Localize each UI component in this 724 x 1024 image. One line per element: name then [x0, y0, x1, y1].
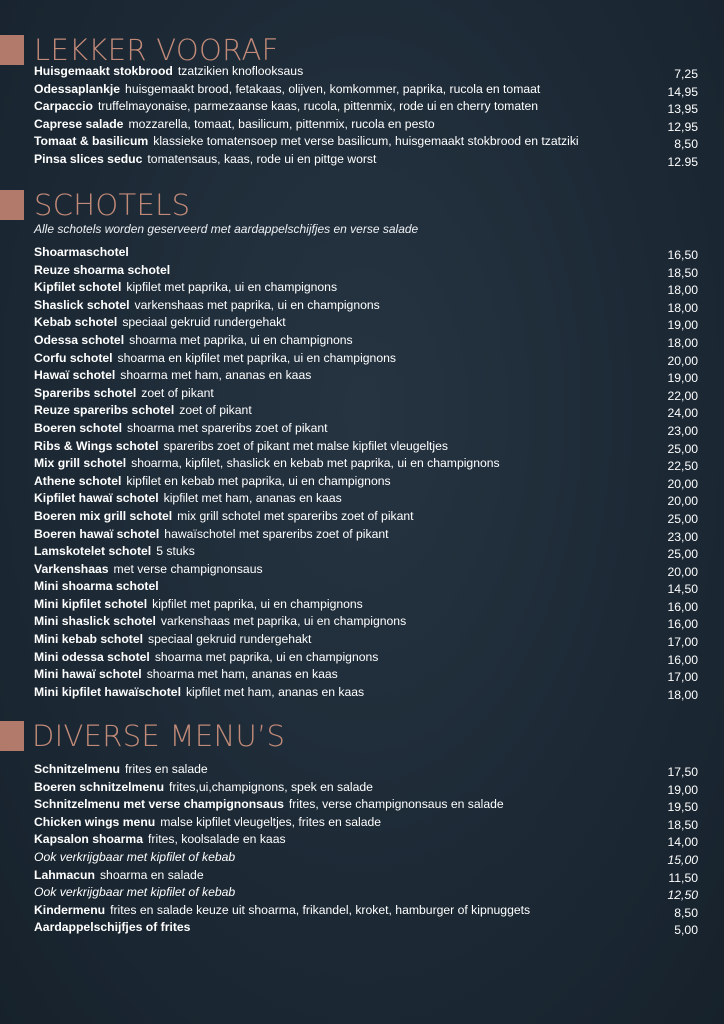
item-description: varkenshaas met paprika, ui en champignons	[134, 297, 380, 312]
menu-item	[34, 596, 698, 614]
item-price: 7,25	[674, 67, 698, 81]
section-accent-bar	[0, 190, 24, 220]
menu-item	[34, 902, 698, 920]
menu-item	[34, 116, 698, 134]
item-price: 11,50	[668, 870, 698, 885]
item-description: frites, koolsalade en kaas	[148, 832, 286, 847]
menu-list	[34, 244, 698, 701]
menu-item	[34, 297, 698, 315]
item-description: kipfilet met ham, ananas en kaas	[185, 684, 365, 699]
item-price: 5,00	[674, 923, 698, 938]
section-header	[0, 188, 724, 222]
item-name: Ribs & Wings schotel	[34, 438, 159, 453]
item-description: tomatensaus, kaas, rode ui en pittge worst	[147, 151, 377, 166]
menu-list	[34, 761, 698, 937]
menu-item	[34, 98, 698, 116]
item-name: Kipfilet hawaï schotel	[34, 491, 159, 506]
item-name: Reuze shoarma schotel	[34, 262, 171, 277]
item-price: 23,00	[667, 423, 698, 438]
item-description: shoarma met paprika, ui en champignons	[129, 332, 353, 347]
menu-item	[34, 332, 698, 350]
item-description: frites,ui,champignons, spek en salade	[169, 779, 373, 794]
menu-item	[34, 543, 698, 561]
item-price: 13,95	[667, 102, 698, 117]
item-name: Carpaccio	[34, 99, 93, 114]
item-name: Chicken wings menu	[34, 814, 156, 829]
item-name: Kipfilet schotel	[34, 280, 122, 295]
menu-item	[34, 438, 698, 456]
menu-item	[34, 761, 698, 779]
item-price: 17,50	[667, 765, 698, 779]
item-price: 18,00	[667, 335, 698, 350]
item-name: Lahmacun	[34, 867, 95, 882]
section-title: LEKKER VOORAF	[34, 33, 279, 67]
menu-item	[34, 262, 698, 280]
menu-item	[34, 314, 698, 332]
menu-item	[34, 526, 698, 544]
menu-item	[34, 133, 698, 151]
menu-item	[34, 63, 698, 81]
item-description: tzatzikien knoflooksaus	[177, 64, 304, 78]
item-description: shoarma met spareribs zoet of pikant	[127, 420, 328, 435]
item-price: 20,00	[667, 494, 698, 509]
item-price: 16,00	[667, 617, 698, 632]
item-description: mozzarella, tomaat, basilicum, pittenmix, rucola en pesto	[128, 116, 435, 131]
item-price: 16,00	[667, 652, 698, 667]
item-name: Varkenshaas	[34, 561, 109, 576]
item-price: 18,00	[667, 283, 698, 298]
item-name: Reuze spareribs schotel	[34, 403, 175, 418]
item-name: Mini shoarma schotel	[34, 579, 159, 594]
item-description: malse kipfilet vleugeltjes, frites en salade	[160, 814, 382, 829]
section-title: DIVERSE MENU’S	[32, 719, 286, 753]
section-header	[0, 33, 724, 67]
section-accent-bar	[0, 721, 24, 751]
item-description: shoarma met ham, ananas en kaas	[120, 368, 312, 383]
item-description: frites en salade	[125, 762, 208, 776]
item-description: kipfilet en kebab met paprika, ui en champignons	[126, 473, 391, 488]
menu-item	[34, 613, 698, 631]
item-description: klassieke tomatensoep met verse basilicum, huisgemaakt stokbrood en tzatziki	[153, 134, 579, 149]
item-description: spareribs zoet of pikant met malse kipfilet vleugeltjes	[163, 438, 449, 453]
item-name: Aardappelschijfjes of frites	[34, 920, 191, 935]
menu-item	[34, 631, 698, 649]
item-description: shoarma met paprika, ui en champignons	[154, 649, 379, 664]
item-name: Shoarmaschotel	[34, 245, 129, 259]
item-price: 22,00	[667, 388, 698, 403]
menu-item	[34, 684, 698, 702]
item-name: Mini hawaï schotel	[34, 667, 142, 682]
item-name: Athene schotel	[34, 473, 122, 488]
item-price: 19,00	[667, 371, 698, 386]
menu-item	[34, 649, 698, 667]
item-name: Odessaplankje	[34, 81, 121, 96]
menu-item	[34, 779, 698, 797]
item-price: 20,00	[667, 476, 698, 491]
menu-item	[34, 867, 698, 885]
menu-item	[34, 578, 698, 596]
item-price: 15,00	[667, 852, 698, 867]
menu-list	[34, 63, 698, 169]
item-price: 18,00	[667, 300, 698, 315]
menu-item	[34, 402, 698, 420]
item-description: shoarma met ham, ananas en kaas	[146, 667, 338, 682]
item-price: 14,50	[667, 582, 698, 597]
item-name: Mini kipfilet hawaïschotel	[34, 684, 181, 699]
item-price: 20,00	[667, 353, 698, 368]
menu-item	[34, 919, 698, 937]
item-name: Kebab schotel	[34, 315, 118, 330]
item-price: 12,50	[667, 888, 698, 903]
menu-item	[34, 279, 698, 297]
item-price: 19,00	[667, 318, 698, 333]
item-name: Boeren hawaï schotel	[34, 526, 160, 541]
item-price: 20,00	[667, 564, 698, 579]
item-price: 22,50	[667, 459, 698, 474]
item-price: 18,50	[667, 817, 698, 832]
item-price: 8,50	[674, 137, 698, 152]
item-price: 12.95	[667, 154, 698, 169]
item-description: hawaïschotel met spareribs zoet of pikant	[164, 526, 389, 541]
item-name: Odessa schotel	[34, 332, 125, 347]
item-price: 16,00	[667, 599, 698, 614]
item-price: 25,00	[667, 441, 698, 456]
item-description: truffelmayonaise, parmezaanse kaas, rucola, pittenmix, rode ui en cherry tomaten	[97, 99, 539, 114]
section-diverse-menus	[0, 719, 724, 938]
item-description: speciaal gekruid rundergehakt	[122, 315, 286, 330]
item-note: Ook verkrijgbaar met kipfilet of kebab	[34, 885, 236, 900]
item-name: Lamskotelet schotel	[34, 544, 152, 559]
item-name: Schnitzelmenu met verse champignonsaus	[34, 797, 284, 812]
section-header	[0, 719, 724, 753]
item-description: zoet of pikant	[179, 403, 252, 418]
section-lekker-vooraf	[0, 33, 724, 169]
item-price: 18,00	[667, 687, 698, 702]
item-description: 5 stuks	[156, 544, 195, 559]
item-name: Kapsalon shoarma	[34, 832, 144, 847]
item-description: kipfilet met paprika, ui en champignons	[152, 596, 363, 611]
item-price: 16,50	[667, 248, 698, 262]
item-name: Pinsa slices seduc	[34, 151, 143, 166]
menu-item	[34, 831, 698, 849]
item-description: speciaal gekruid rundergehakt	[148, 632, 312, 647]
item-description: met verse champignonsaus	[113, 561, 263, 576]
item-price: 14,95	[667, 84, 698, 99]
item-price: 8,50	[674, 905, 698, 920]
menu-item-note	[34, 849, 698, 867]
item-name: Mini kipfilet schotel	[34, 596, 148, 611]
item-price: 23,00	[667, 529, 698, 544]
item-name: Boeren mix grill schotel	[34, 508, 173, 523]
menu-item	[34, 473, 698, 491]
item-price: 19,00	[667, 782, 698, 797]
item-description: zoet of pikant	[141, 385, 214, 400]
item-description: kipfilet met ham, ananas en kaas	[163, 491, 342, 506]
item-price: 14,00	[667, 835, 698, 850]
item-description: shoarma, kipfilet, shaslick en kebab met paprika, ui en champignons	[131, 456, 500, 471]
menu-item	[34, 385, 698, 403]
menu-item	[34, 350, 698, 368]
section-accent-bar	[0, 35, 24, 65]
item-name: Mini shaslick schotel	[34, 614, 156, 629]
item-description: frites en salade keuze uit shoarma, frikandel, kroket, hamburger of kipnuggets	[110, 902, 531, 917]
item-name: Caprese salade	[34, 116, 124, 131]
item-description: shoarma en salade	[99, 867, 204, 882]
item-name: Spareribs schotel	[34, 385, 137, 400]
item-name: Mini odessa schotel	[34, 649, 150, 664]
item-description: huisgemaakt brood, fetakaas, olijven, komkommer, paprika, rucola en tomaat	[125, 81, 541, 96]
item-price: 25,00	[667, 511, 698, 526]
menu-item	[34, 420, 698, 438]
menu-item	[34, 81, 698, 99]
item-description: shoarma en kipfilet met paprika, ui en champignons	[117, 350, 396, 365]
item-name: Huisgemaakt stokbrood	[34, 64, 173, 78]
menu-item	[34, 666, 698, 684]
menu-item	[34, 508, 698, 526]
menu-item	[34, 244, 698, 262]
item-name: Boeren schotel	[34, 420, 123, 435]
section-title: SCHOTELS	[34, 188, 191, 222]
item-price: 19,50	[667, 800, 698, 815]
item-name: Hawaï schotel	[34, 368, 116, 383]
menu-item-note	[34, 884, 698, 902]
item-name: Shaslick schotel	[34, 297, 130, 312]
item-price: 17,00	[667, 670, 698, 685]
menu-item	[34, 814, 698, 832]
menu-item	[34, 561, 698, 579]
menu-item	[34, 796, 698, 814]
item-price: 17,00	[667, 635, 698, 650]
item-name: Boeren schnitzelmenu	[34, 779, 165, 794]
item-price: 24,00	[667, 406, 698, 421]
item-description: kipfilet met paprika, ui en champignons	[126, 280, 338, 295]
item-name: Corfu schotel	[34, 350, 113, 365]
item-name: Mix grill schotel	[34, 456, 127, 471]
item-price: 12,95	[667, 119, 698, 134]
item-price: 25,00	[667, 547, 698, 562]
menu-item	[34, 367, 698, 385]
item-price: 18,50	[667, 265, 698, 280]
item-description: mix grill schotel met spareribs zoet of pikant	[177, 508, 414, 523]
item-name: Schnitzelmenu	[34, 762, 121, 776]
item-name: Kindermenu	[34, 902, 106, 917]
item-name: Tomaat & basilicum	[34, 134, 149, 149]
menu-item	[34, 151, 698, 169]
item-name: Mini kebab schotel	[34, 632, 144, 647]
item-description: frites, verse champignonsaus en salade	[288, 797, 504, 812]
section-note: Alle schotels worden geserveerd met aardappelschijfjes en verse salade	[34, 222, 419, 236]
item-note: Ook verkrijgbaar met kipfilet of kebab	[34, 849, 236, 864]
item-description: varkenshaas met paprika, ui en champignons	[160, 614, 407, 629]
menu-item	[34, 490, 698, 508]
menu-item	[34, 455, 698, 473]
section-schotels	[0, 188, 724, 702]
